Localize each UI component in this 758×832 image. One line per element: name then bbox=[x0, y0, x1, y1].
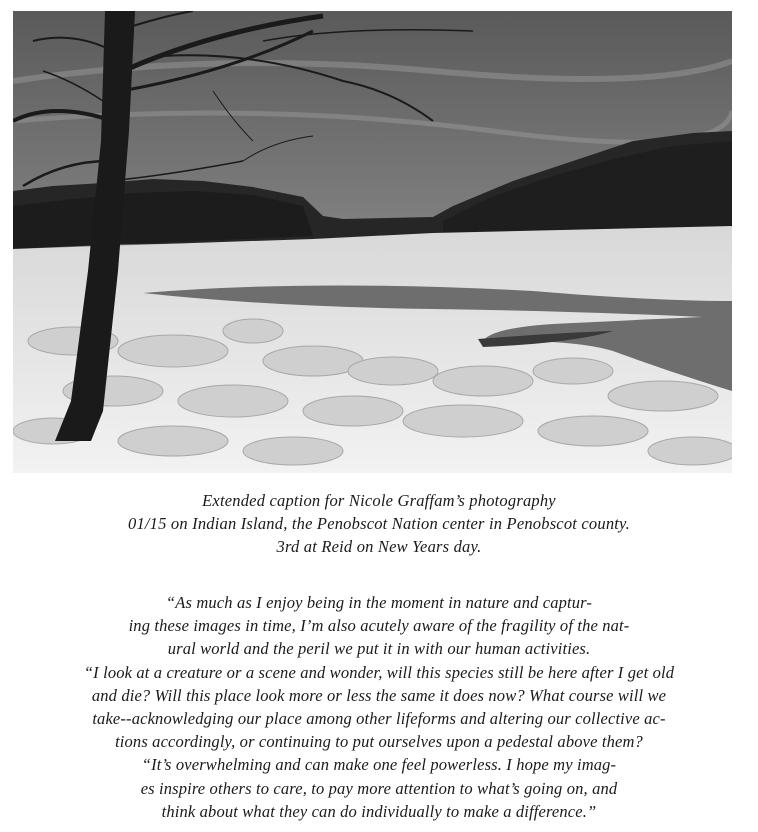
caption-line: 3rd at Reid on New Years day. bbox=[276, 537, 482, 556]
quote-line: take--acknowledging our place among other lifeforms and altering our collective ac- bbox=[92, 709, 666, 729]
quote-line: “I look at a creature or a scene and wonder, will this species still be here after I get old bbox=[83, 662, 675, 682]
caption-block bbox=[0, 489, 758, 823]
quote-line: “It’s overwhelming and can make one feel powerless. I hope my imag- bbox=[141, 755, 617, 775]
quote-line: tions accordingly, or continuing to put ourselves upon a pedestal above them? bbox=[115, 732, 643, 752]
quote-line: think about what they can do individually to make a difference.” bbox=[161, 801, 597, 821]
photograph bbox=[13, 11, 732, 473]
caption-line: 01/15 on Indian Island, the Penobscot Nation center in Penobscot county. bbox=[128, 514, 630, 533]
quote-line: ing these images in time, I’m also acutely aware of the fragility of the nat- bbox=[128, 616, 630, 636]
artist-quote bbox=[0, 591, 758, 823]
caption-line: Extended caption for Nicole Graffam’s photography bbox=[202, 491, 556, 510]
quote-line: and die? Will this place look more or less the same it does now? What course will we bbox=[91, 685, 667, 705]
winter-river-photo bbox=[13, 11, 732, 473]
quote-line: ural world and the peril we put it in with our human activities. bbox=[167, 639, 591, 659]
quote-line: “As much as I enjoy being in the moment in nature and captur- bbox=[165, 593, 593, 612]
quote-line: es inspire others to care, to pay more attention to what’s going on, and bbox=[140, 778, 618, 798]
